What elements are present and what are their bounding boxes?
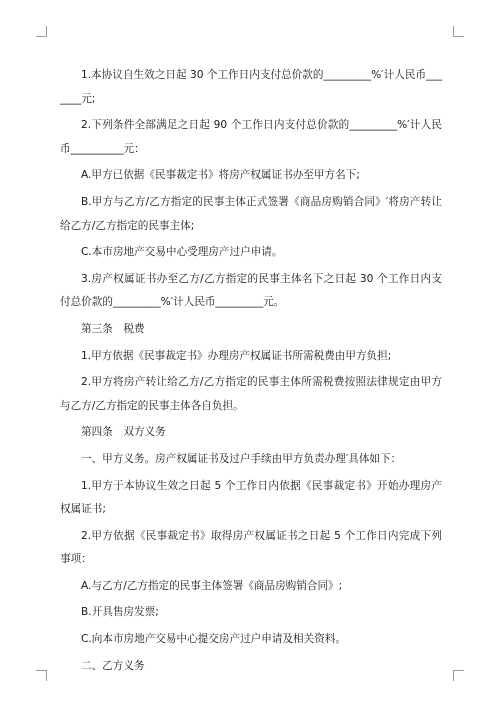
paragraph-condition-c: C.本市房地产交易中心受理房产过户申请。 <box>81 246 283 259</box>
crop-mark-bottom-right <box>453 670 464 681</box>
paragraph-party-a-item-2a: A.与乙方/乙方指定的民事主体签署《商品房购销合同》; <box>81 579 343 592</box>
paragraph-party-a-item-2c: C.向本市房地产交易中心提交房产过户申请及相关资料。 <box>81 633 347 646</box>
paragraph-party-b-obligations: 二、乙方义务 <box>81 659 145 672</box>
paragraph-condition-b: B.甲方与乙方/乙方指定的民事主体正式签署《商品房购销合同》′将房产转让给乙方/乙方指定的民事主体; <box>60 195 442 232</box>
paragraph-party-a-item-1: 1.甲方于本协议生效之日起 5 个工作日内依据《民事裁定书》开始办理房产权属证书; <box>60 479 442 516</box>
paragraph-tax-2: 2.甲方将房产转让给乙方/乙方指定的民事主体所需税费按照法律规定由甲方与乙方/乙方指定的民事主体各自负担。 <box>60 376 442 412</box>
paragraph-party-a-item-2: 2.甲方依据《民事裁定书》取得房产权属证书之日起 5 个工作日内完成下列事项： <box>60 529 442 566</box>
paragraph-tax-1: 1.甲方依据《民事裁定书》办理房产权属证书所需税费由甲方负担; <box>81 349 392 362</box>
paragraph-payment-2: 2.下列条件全部满足之日起 90 个工作日内支付总价款的_________%′计人民币__________元： <box>60 119 442 155</box>
crop-mark-top-left <box>36 26 47 37</box>
paragraph-payment-1: 1.本协议自生效之日起 30 个工作日内支付总价款的_________%′计人民币_______元; <box>60 69 442 105</box>
crop-mark-top-right <box>453 26 464 37</box>
document-body <box>60 64 442 678</box>
paragraph-payment-3: 3.房产权属证书办至乙方/乙方指定的民事主体名下之日起 30 个工作日内支付总价款的_________%′计人民币_________元。 <box>60 272 442 309</box>
paragraph-party-a-obligations: 一、甲方义务。房产权属证书及过户手续由甲方负责办理′具体如下： <box>81 452 402 465</box>
paragraph-party-a-item-2b: B.开具售房发票; <box>81 606 159 619</box>
section-heading-obligations: 第四条 双方义务 <box>81 426 166 439</box>
section-heading-taxes: 第三条 税费 <box>81 322 145 335</box>
crop-mark-bottom-left <box>36 670 47 681</box>
paragraph-condition-a: A.甲方已依据《民事裁定书》将房产权属证书办至甲方名下; <box>81 169 360 182</box>
